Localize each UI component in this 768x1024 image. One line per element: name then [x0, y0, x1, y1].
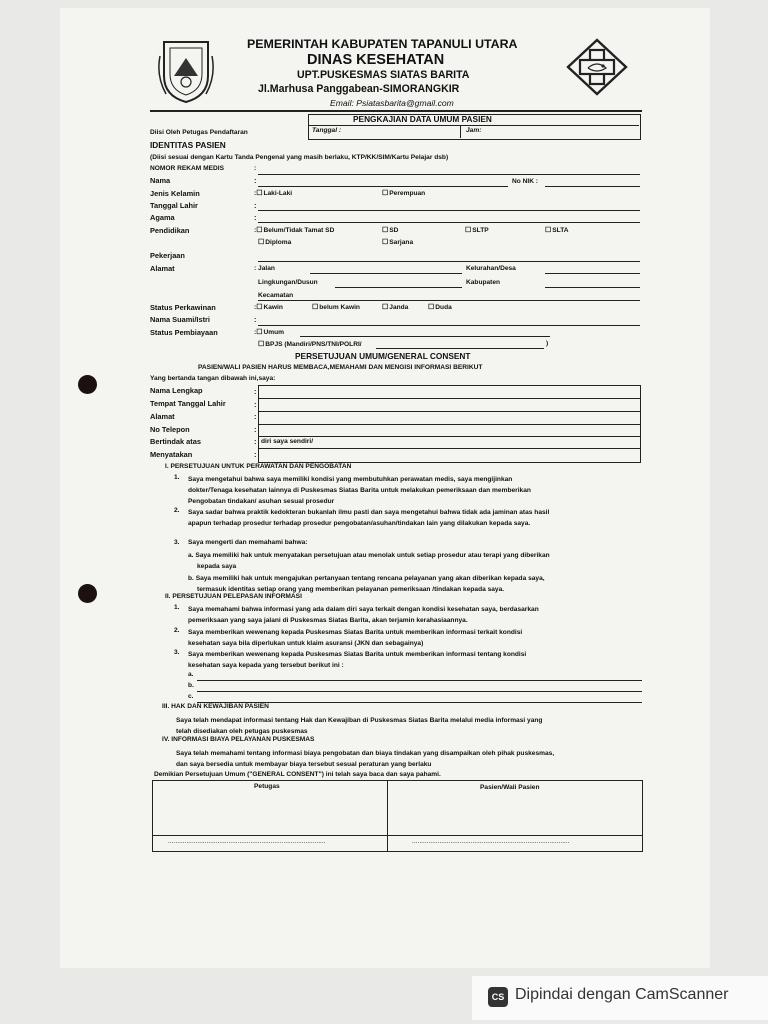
identitas-note: (Diisi sesuai dengan Kartu Tanda Pengenal yang masih berlaku, KTP/KK/SIM/Kartu Pelajar dsb): [150, 154, 449, 161]
label-b: b.: [188, 682, 194, 689]
checkbox-duda[interactable]: ☐ Duda: [428, 303, 452, 311]
header-government: PEMERINTAH KABUPATEN TAPANULI UTARA: [247, 37, 518, 51]
section-2-item-3: Saya memberikan wewenang kepada Puskesmas Siatas Barita untuk memberikan informasi tentang kondisi kesehatan saya kepada yang tersebut berikut ini :: [188, 651, 527, 669]
checkbox-sarjana[interactable]: ☐ Sarjana: [382, 238, 413, 246]
header-rule: [150, 110, 642, 112]
field-tanggal-lahir[interactable]: [258, 210, 640, 211]
label-pekerjaan: Pekerjaan: [150, 251, 185, 260]
section-2-heading: II. PERSETUJUAN PELEPASAN INFORMASI: [165, 593, 302, 600]
label-tanggal-lahir: Tanggal Lahir: [150, 201, 198, 210]
signature-petugas-label: Petugas: [254, 783, 280, 790]
form-title: PENGKAJIAN DATA UMUM PASIEN: [353, 114, 492, 124]
label-tempat-tanggal-lahir: Tempat Tanggal Lahir: [150, 399, 226, 408]
label-rekam-medis: NOMOR REKAM MEDIS: [150, 165, 224, 172]
section-4-heading: IV. INFORMASI BIAYA PELAYANAN PUSKESMAS: [162, 736, 315, 743]
consent-subtitle: PASIEN/WALI PASIEN HARUS MEMBACA,MEMAHAMI DAN MENGISI INFORMASI BERIKUT: [198, 364, 483, 371]
camscanner-text: Dipindai dengan CamScanner: [515, 986, 729, 1003]
section-3-heading: III. HAK DAN KEWAJIBAN PASIEN: [162, 703, 269, 710]
label-c: c.: [188, 693, 194, 700]
camscanner-logo-icon: CS: [488, 987, 508, 1007]
identitas-heading: IDENTITAS PASIEN: [150, 140, 226, 150]
section-2-item-2: Saya memberikan wewenang kepada Puskesmas Siatas Barita untuk memberikan informasi terkait kondisi kesehatan saya bila diperlukan untuk klaim asuransi (JKN dan sebagainya): [188, 629, 523, 647]
field-kecamatan[interactable]: [258, 300, 640, 301]
label-nik: No NIK :: [512, 178, 539, 185]
label-jenis-kelamin: Jenis Kelamin: [150, 189, 200, 198]
field-rekam-medis[interactable]: [258, 174, 640, 175]
checkbox-bpjs[interactable]: ☐ BPJS (Mandiri/PNS/TNI/POLRI/: [258, 340, 362, 348]
checkbox-sd[interactable]: ☐ SD: [382, 226, 398, 234]
label-lingkungan: Lingkungan/Dusun: [258, 279, 318, 286]
section-4-text: Saya telah memahami tentang informasi biaya pengobatan dan biaya tindakan yang disampaikan oleh pihak puskesmas, dan saya bersedia untuk membayar biaya tersebut sesual peraturan yang berlaku: [176, 750, 555, 768]
label-nama-lengkap: Nama Lengkap: [150, 386, 203, 395]
section-2-item-1: Saya memahami bahwa informasi yang ada dalam diri saya terkait dengan kondisi kesehatan saya, berdasarkan pemeriksaan yang saya jalani di Puskesmas Siatas Barita, akan terjamin kerahasiaannya.: [188, 606, 539, 624]
field-kabupaten[interactable]: [545, 287, 640, 288]
tanggal-label: Tanggal :: [312, 127, 342, 134]
section-1-heading: I. PERSETUJUAN UNTUK PERAWATAN DAN PENGOBATAN: [165, 463, 352, 470]
signed-by-text: Yang bertanda tangan dibawah ini,saya:: [150, 375, 276, 382]
field-kelurahan[interactable]: [545, 273, 640, 274]
bertindak-value: diri saya sendiri/: [261, 438, 314, 445]
label-menyatakan: Menyatakan: [150, 450, 193, 459]
label-bertindak-atas: Bertindak atas: [150, 437, 201, 446]
label-status-perkawinan: Status Perkawinan: [150, 303, 216, 312]
checkbox-janda[interactable]: ☐ Janda: [382, 303, 408, 311]
header-unit: UPT.PUSKESMAS SIATAS BARITA: [297, 69, 470, 81]
field-a[interactable]: [197, 680, 642, 681]
section-1-item-2: Saya sadar bahwa praktik kedokteran bukanlah ilmu pasti dan saya mengetahui bahwa tidak ada jaminan atas hasil apapun terhadap prosedur terhadap prosedur pengobatan/asuhan/tindakan lain yang dilakukan kepada saya.: [188, 509, 550, 527]
consent-title: PERSETUJUAN UMUM/GENERAL CONSENT: [295, 351, 471, 361]
section-1-item-1: Saya mengetahui bahwa saya memiliki kondisi yang membutuhkan perawatan medis, saya mengijinkan dokter/Tenaga kesehatan lainnya di Puskesmas Siatas Barita untuk melakukan pemeriksaan dan memberikan Pengobatan tindakan/ asuhan sesual prosedur: [188, 476, 531, 505]
field-agama[interactable]: [258, 222, 640, 223]
jam-label: Jam:: [466, 127, 482, 134]
field-nama[interactable]: [258, 186, 508, 187]
section-3-text: Saya telah mendapat informasi tentang Hak dan Kewajiban di Puskesmas Siatas Barita melalui media informasi yang telah disediakan oleh petugas puskesmas: [176, 717, 543, 735]
field-nik[interactable]: [545, 186, 640, 187]
header-agency: DINAS KESEHATAN: [307, 52, 445, 68]
label-kelurahan: Kelurahan/Desa: [466, 265, 516, 272]
option-laki: Laki-Laki: [263, 190, 293, 197]
field-suami-istri[interactable]: [258, 325, 640, 326]
signature-pasien-label: Pasien/Wali Pasien: [480, 784, 540, 791]
signature-dots-pasien: ......................................................................................: [412, 838, 570, 845]
section-1-item-3b: b. Saya memiliki hak untuk mengajukan pertanyaan tentang rencana pelayanan yang akan diberikan kepada saya, termasuk identitas setiap orang yang memberikan pelayanan pemeriksaan /tindakan kepada saya.: [188, 575, 545, 593]
field-lingkungan[interactable]: [335, 287, 462, 288]
signature-area-petugas[interactable]: [153, 792, 386, 832]
checkbox-belum-kawin[interactable]: ☐ belum Kawin: [312, 303, 360, 311]
field-pekerjaan[interactable]: [258, 261, 640, 262]
label-suami-istri: Nama Suami/Istri: [150, 315, 210, 324]
field-jalan[interactable]: [310, 273, 462, 274]
filled-by-note: Diisi Oleh Petugas Pendaftaran: [150, 129, 248, 136]
checkbox-diploma[interactable]: ☐ Diploma: [258, 238, 291, 246]
section-1-item-3: Saya mengerti dan memahami bahwa:: [188, 539, 308, 546]
checkbox-slta[interactable]: ☐ SLTA: [545, 226, 569, 234]
punch-hole-top: [78, 375, 97, 394]
label-kecamatan: Kecamatan: [258, 292, 294, 299]
label-alamat: Alamat: [150, 264, 175, 273]
label-alamat-consent: Alamat: [150, 412, 175, 421]
signature-area-pasien[interactable]: [388, 792, 640, 832]
label-agama: Agama: [150, 213, 175, 222]
checkbox-perempuan[interactable]: ☐ Perempuan: [382, 189, 425, 197]
label-kabupaten: Kabupaten: [466, 279, 501, 286]
label-nama: Nama: [150, 176, 171, 185]
field-b[interactable]: [197, 691, 642, 692]
label-jalan: : Jalan: [254, 265, 275, 272]
header-email: Email: Psiatasbarita@gmail.com: [330, 98, 454, 108]
label-a: a.: [188, 671, 194, 678]
field-umum[interactable]: [300, 336, 550, 337]
signature-dots-petugas: ......................................................................................: [168, 838, 326, 845]
section-1-item-3a: a. Saya memiliki hak untuk menyatakan persetujuan atau menolak untuk setiap prosedur atau terapi yang diberikan kepada saya: [188, 552, 550, 570]
label-pembiayaan: Status Pembiayaan: [150, 328, 218, 337]
field-bpjs[interactable]: [376, 348, 544, 349]
health-cross-logo-icon: [566, 38, 628, 96]
label-telepon: No Telepon: [150, 425, 190, 434]
punch-hole-bottom: [78, 584, 97, 603]
label-pendidikan: Pendidikan: [150, 226, 190, 235]
checkbox-sltp[interactable]: ☐ SLTP: [465, 226, 489, 234]
regency-seal-icon: [156, 36, 216, 106]
closing-statement: Demikian Persetujuan Umum ("GENERAL CONSENT") ini telah saya baca dan saya pahami.: [154, 771, 441, 778]
header-address: Jl.Marhusa Panggabean-SIMORANGKIR: [258, 83, 460, 95]
